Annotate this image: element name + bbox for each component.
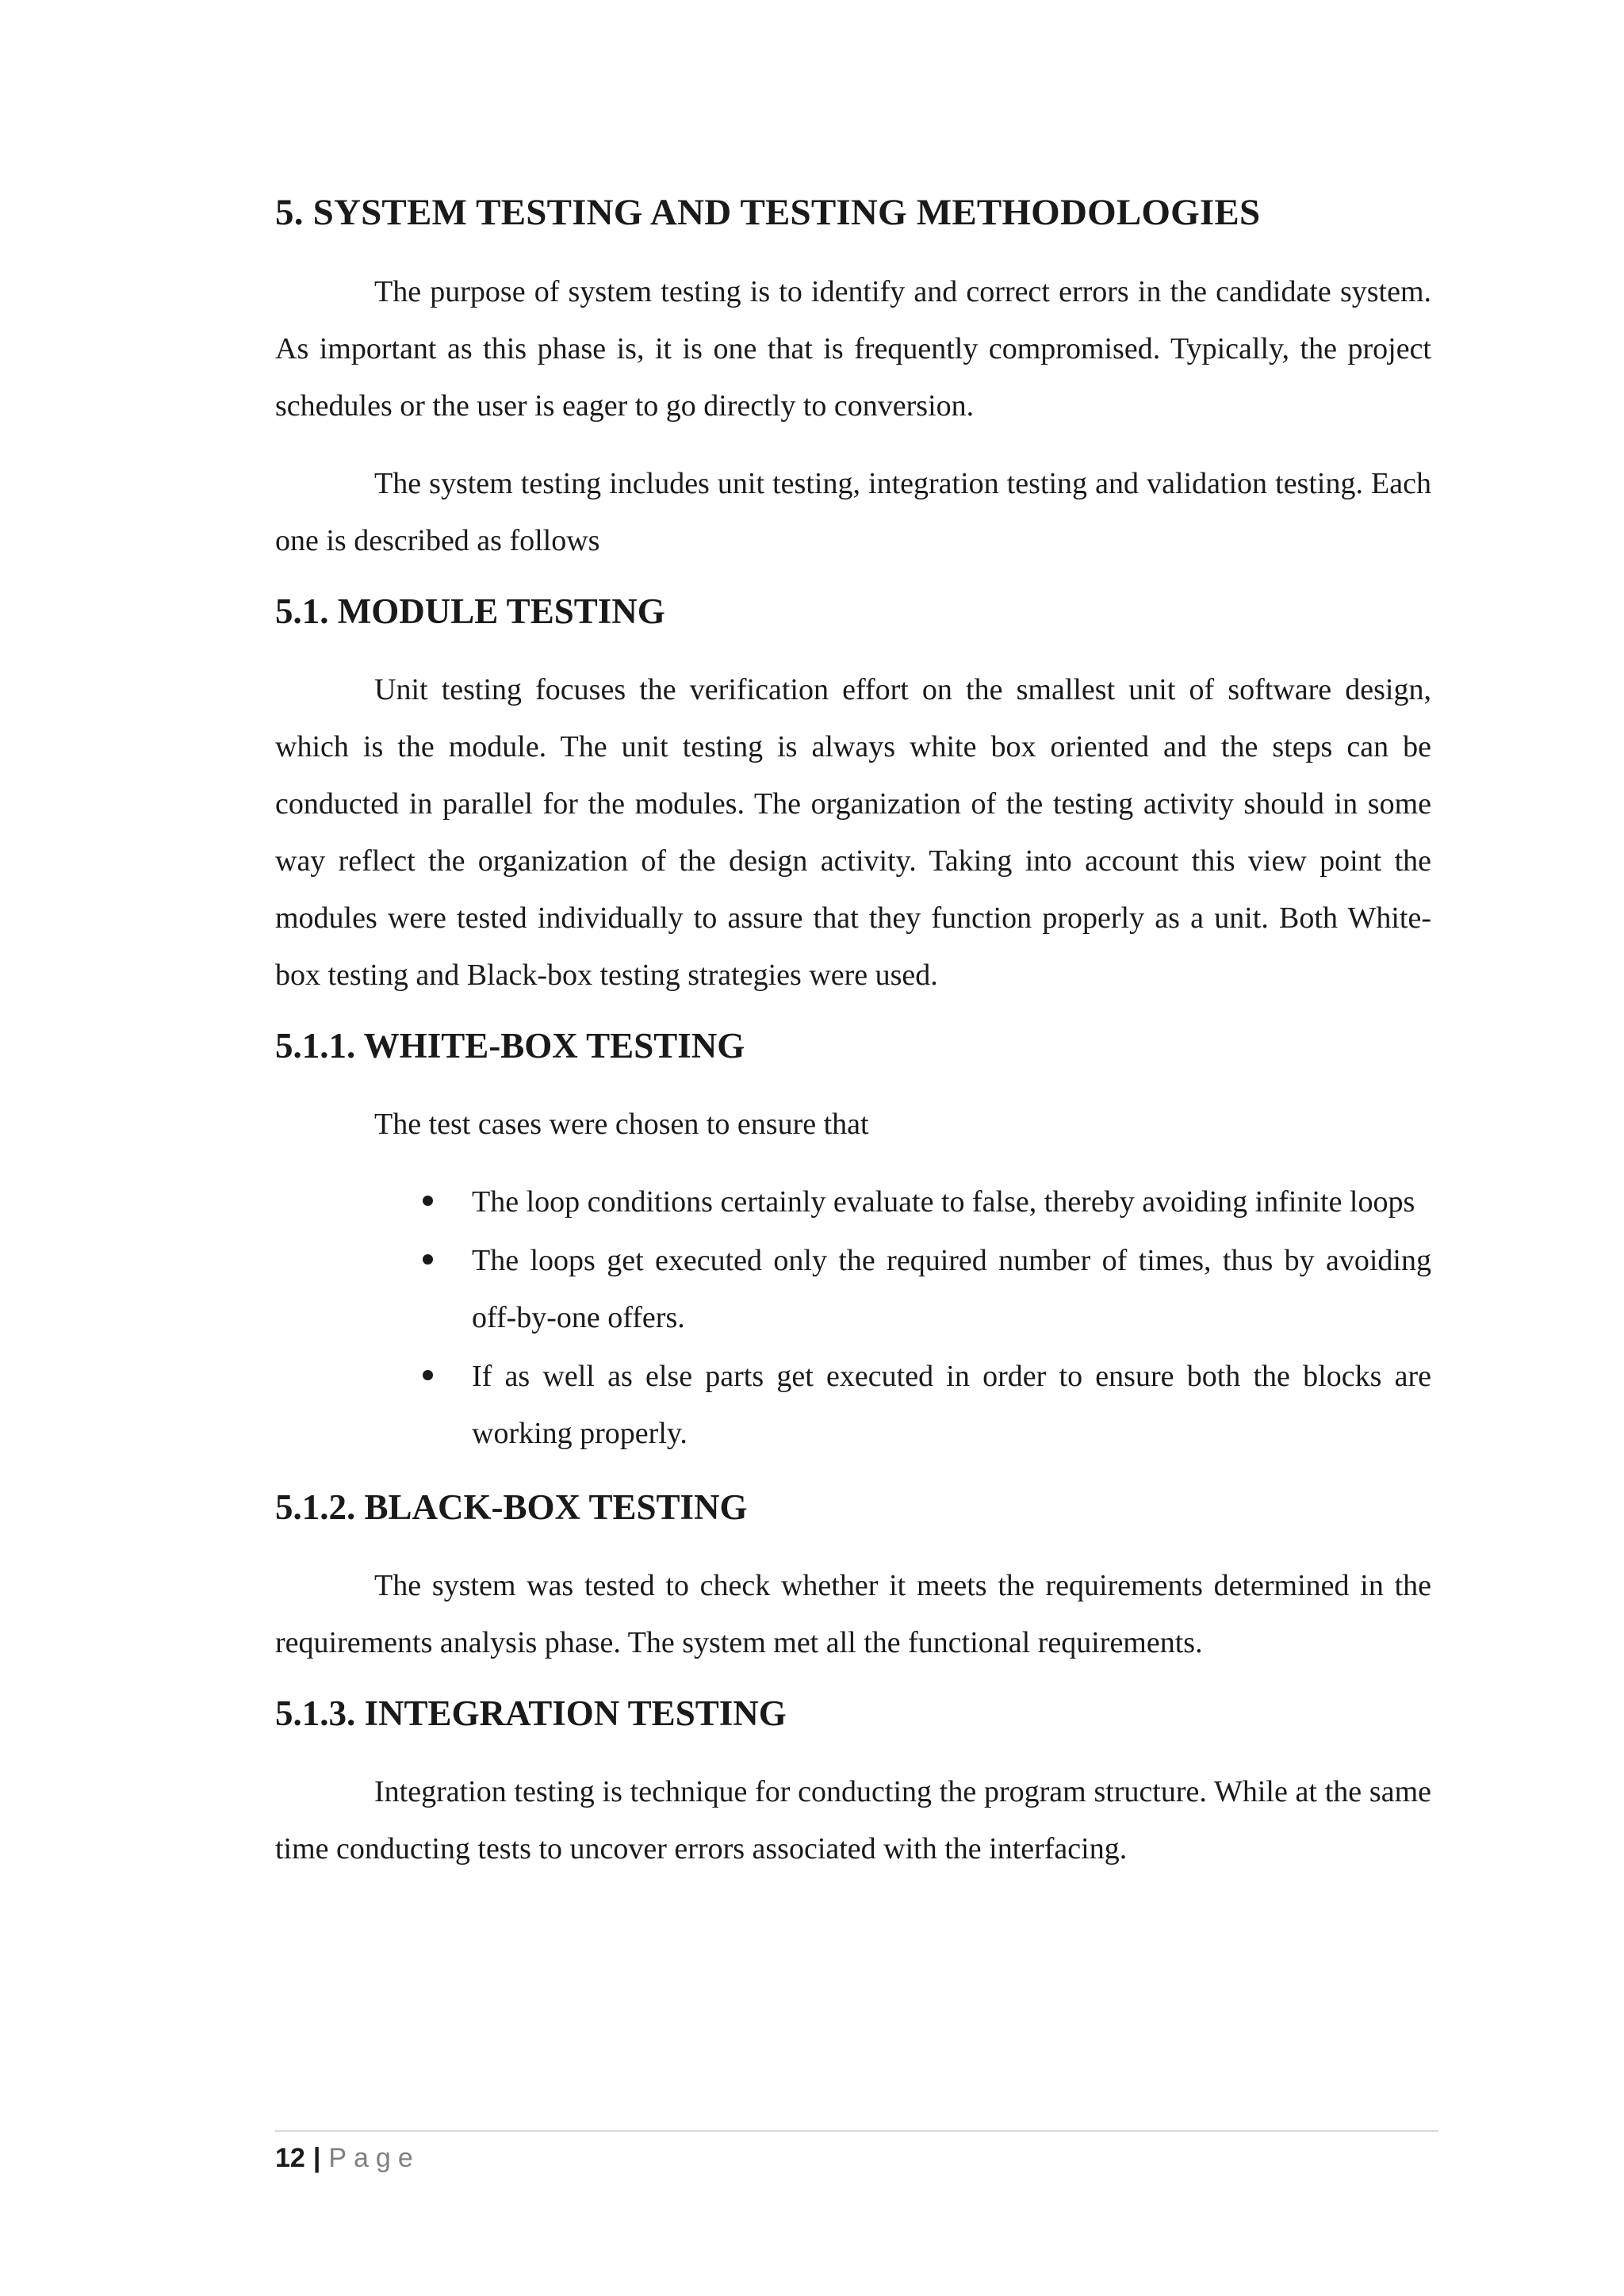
black-box-heading: 5.1.2. BLACK-BOX TESTING	[275, 1487, 748, 1528]
section-paragraph-2: The system testing includes unit testing, integration testing and validation testing. Each one is described as follows	[275, 467, 1431, 558]
page-label: Page	[328, 2143, 420, 2173]
bullet-text: The loops get executed only the required number of times, thus by avoiding off-by-one offers.	[472, 1244, 1431, 1335]
bullet-dot-icon	[423, 1254, 433, 1265]
footer-separator: |	[312, 2143, 321, 2173]
bullet-item	[472, 1232, 1431, 1346]
bullet-text: If as well as else parts get executed in order to ensure both the blocks are working properly.	[472, 1360, 1431, 1451]
module-testing-heading: 5.1. MODULE TESTING	[275, 591, 665, 632]
bullet-dot-icon	[423, 1196, 433, 1206]
footer-divider	[275, 2130, 1438, 2132]
section-heading: 5. SYSTEM TESTING AND TESTING METHODOLOGIES	[275, 192, 1261, 233]
white-box-heading: 5.1.1. WHITE-BOX TESTING	[275, 1026, 745, 1066]
bullet-text: The loop conditions certainly evaluate to false, thereby avoiding infinite loops	[472, 1185, 1415, 1219]
bullet-item	[472, 1348, 1431, 1462]
bullet-item	[472, 1173, 1431, 1230]
bullet-dot-icon	[423, 1370, 433, 1380]
white-box-lead: The test cases were chosen to ensure that	[374, 1108, 869, 1142]
section-paragraph-1: The purpose of system testing is to identify and correct errors in the candidate system. As important as this phase is, it is one that is frequently compromised. Typically, the project schedules or the user is eager to go directly to conversion.	[275, 275, 1431, 423]
integration-heading: 5.1.3. INTEGRATION TESTING	[275, 1693, 787, 1734]
page-footer	[275, 2142, 420, 2174]
white-box-bullet-list	[275, 1173, 1431, 1462]
integration-paragraph: Integration testing is technique for conducting the program structure. While at the same time conducting tests to uncover errors associated with the interfacing.	[275, 1775, 1431, 1866]
black-box-paragraph: The system was tested to check whether it meets the requirements determined in the requirements analysis phase. The system met all the functional requirements.	[275, 1569, 1431, 1660]
page-content	[275, 190, 1431, 1898]
page-number: 12	[275, 2143, 305, 2173]
module-testing-paragraph: Unit testing focuses the verification effort on the smallest unit of software design, which is the module. The unit testing is always white box oriented and the steps can be conducted in parallel for the modules. The organization of the testing activity should in some way reflect the organization of the design activity. Taking into account this view point the modules were tested individually to assure that they function properly as a unit. Both White-box testing and Black-box testing strategies were used.	[275, 673, 1431, 993]
